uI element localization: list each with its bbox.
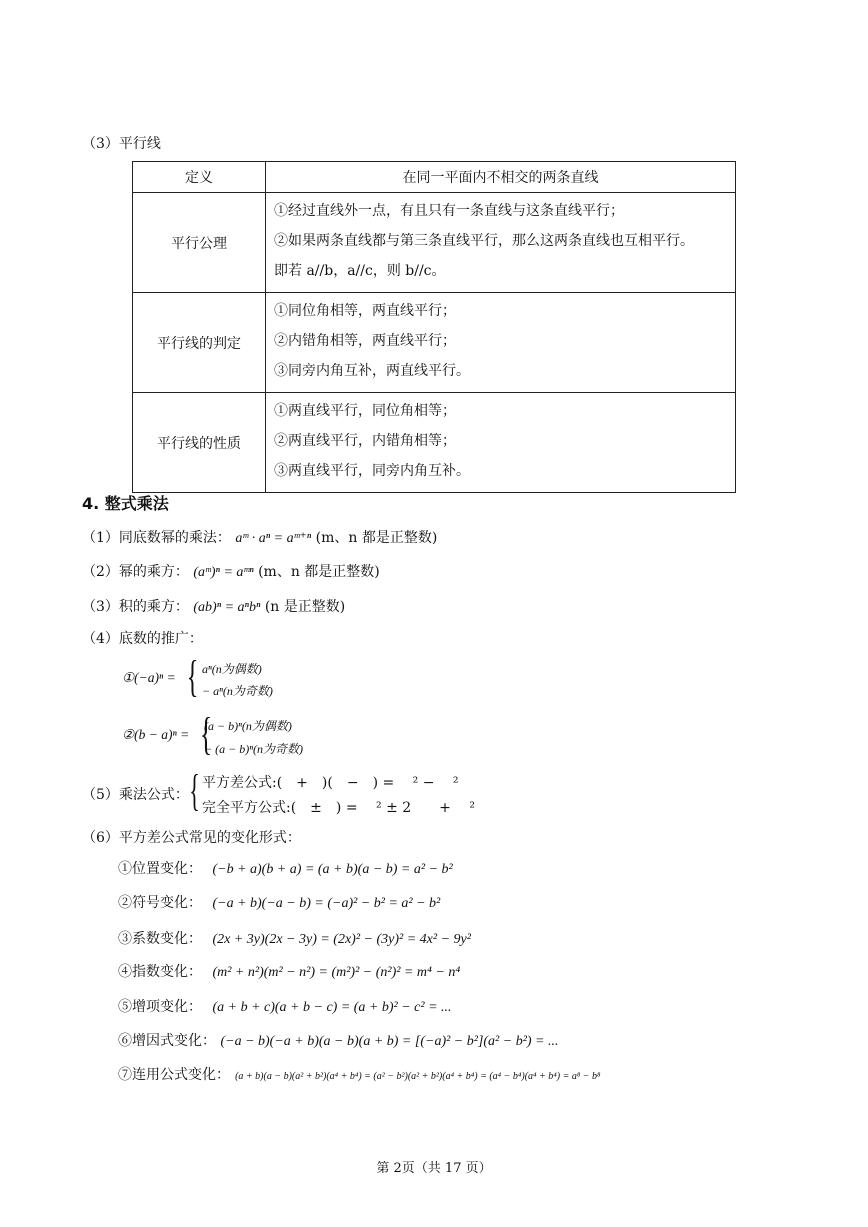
variant-coefficient bbox=[118, 928, 471, 948]
base-case-2 bbox=[122, 708, 382, 759]
odd-case: − (a − b)ⁿ(n为奇数) bbox=[204, 742, 303, 756]
item-label: （2）幂的乘方： bbox=[82, 564, 189, 580]
variant-formula: (−a + b)(−a − b) = (−a)² − b² = a² − b² bbox=[212, 896, 441, 911]
formula-lhs: ②(b − a)ⁿ = bbox=[122, 727, 190, 742]
formula: (ab)ⁿ = aⁿbⁿ bbox=[193, 600, 261, 615]
formula: aᵐ · aⁿ = aᵐ⁺ⁿ bbox=[235, 531, 312, 546]
even-case: aⁿ(n为偶数) bbox=[202, 662, 262, 676]
variant-name: ③系数变化： bbox=[118, 931, 202, 947]
variant-exponent bbox=[118, 961, 460, 981]
variant-formula: (m² + n²)(m² − n²) = (m²)² − (n²)² = m⁴ − n⁴ bbox=[212, 965, 461, 980]
left-brace: { bbox=[186, 652, 199, 701]
item-power-of-power bbox=[82, 561, 380, 581]
variant-name: ⑥增因式变化： bbox=[118, 1033, 216, 1049]
item-multiplication-formulas: （5）乘法公式： bbox=[82, 787, 189, 803]
formula-lhs: ①(−a)ⁿ = bbox=[122, 670, 176, 685]
variant-position bbox=[118, 858, 453, 878]
item-note: (m、n 都是正整数) bbox=[315, 530, 438, 546]
table-row bbox=[133, 162, 736, 193]
variant-extra-factor bbox=[118, 1030, 559, 1050]
variant-formula: (−a − b)(−a + b)(a − b)(a + b) = [(−a)² − b²](a² − b²) = ... bbox=[220, 1034, 559, 1049]
base-case-1 bbox=[122, 652, 342, 701]
table-line: ①同位角相等，两直线平行； bbox=[274, 303, 456, 319]
subsection-title-parallel-lines: （3）平行线 bbox=[82, 136, 161, 152]
left-brace: { bbox=[189, 766, 200, 815]
table-line: ②内错角相等，两直线平行； bbox=[274, 333, 456, 349]
table-cell-label: 平行线的性质 bbox=[133, 393, 266, 493]
variant-formula: (a + b + c)(a + b − c) = (a + b)² − c² = ... bbox=[212, 1000, 452, 1015]
table-row bbox=[133, 393, 736, 493]
table-cell-content bbox=[266, 293, 736, 393]
table-cell-definition: 在同一平面内不相交的两条直线 bbox=[266, 162, 736, 193]
table-cell-content bbox=[266, 193, 736, 293]
table-line: ③同旁内角互补，两直线平行。 bbox=[274, 363, 470, 379]
table-row bbox=[133, 193, 736, 293]
variant-name: ①位置变化： bbox=[118, 861, 202, 877]
parallel-lines-table bbox=[132, 161, 736, 493]
table-line: 即若 a//b，a//c，则 b//c。 bbox=[274, 263, 446, 279]
variant-formula: (2x + 3y)(2x − 3y) = (2x)² − (3y)² = 4x² − 9y² bbox=[212, 932, 471, 947]
variant-name: ⑤增项变化： bbox=[118, 999, 202, 1015]
variant-name: ⑦连用公式变化： bbox=[118, 1067, 230, 1083]
item-note: (n 是正整数) bbox=[264, 599, 346, 615]
table-cell-content bbox=[266, 393, 736, 493]
variant-extra-term bbox=[118, 996, 452, 1016]
item-note: (m、n 都是正整数) bbox=[258, 564, 380, 580]
difference-of-squares-formula: 平方差公式:( + )( − ) = ² − ² bbox=[202, 775, 459, 791]
page-footer: 第 2页（共 17 页） bbox=[376, 1161, 492, 1176]
item-base-generalization: （4）底数的推广： bbox=[82, 631, 203, 647]
item-label: （3）积的乘方： bbox=[82, 599, 189, 615]
variant-formula: (a + b)(a − b)(a² + b²)(a⁴ + b⁴) = (a² − b²)(a² + b²)(a⁴ + b⁴) = (a⁴ − b⁴)(a⁴ + b⁴) = a⁸ − b⁸ bbox=[235, 1071, 601, 1082]
even-case: (a − b)ⁿ(n为偶数) bbox=[204, 719, 292, 733]
formula: (aᵐ)ⁿ = aᵐⁿ bbox=[193, 565, 254, 580]
section-heading: 4. 整式乘法 bbox=[82, 494, 169, 513]
table-line: ③两直线平行，同旁内角互补。 bbox=[274, 463, 470, 479]
table-line: ②两直线平行，内错角相等； bbox=[274, 433, 456, 449]
perfect-square-formula: 完全平方公式:( ± ) = ² ± 2 + ² bbox=[202, 800, 475, 816]
table-row bbox=[133, 293, 736, 393]
table-line: ①两直线平行，同位角相等； bbox=[274, 403, 456, 419]
left-brace: { bbox=[199, 708, 213, 759]
odd-case: − aⁿ(n为奇数) bbox=[202, 684, 273, 698]
item-label: （1）同底数幂的乘法： bbox=[82, 530, 231, 546]
variant-name: ②符号变化： bbox=[118, 895, 202, 911]
variant-formula: (−b + a)(b + a) = (a + b)(a − b) = a² − b² bbox=[212, 862, 453, 877]
variant-repeated-formula bbox=[118, 1064, 601, 1084]
table-cell-label: 平行线的判定 bbox=[133, 293, 266, 393]
table-cell-label: 定义 bbox=[133, 162, 266, 193]
variant-name: ④指数变化： bbox=[118, 964, 202, 980]
table-cell-label: 平行公理 bbox=[133, 193, 266, 293]
item-power-product bbox=[82, 527, 437, 547]
item-variants: （6）平方差公式常见的变化形式： bbox=[82, 830, 301, 846]
item-power-of-product bbox=[82, 596, 345, 616]
table-line: ②如果两条直线都与第三条直线平行，那么这两条直线也互相平行。 bbox=[274, 233, 694, 249]
table-line: ①经过直线外一点，有且只有一条直线与这条直线平行； bbox=[274, 203, 624, 219]
variant-sign bbox=[118, 892, 440, 912]
